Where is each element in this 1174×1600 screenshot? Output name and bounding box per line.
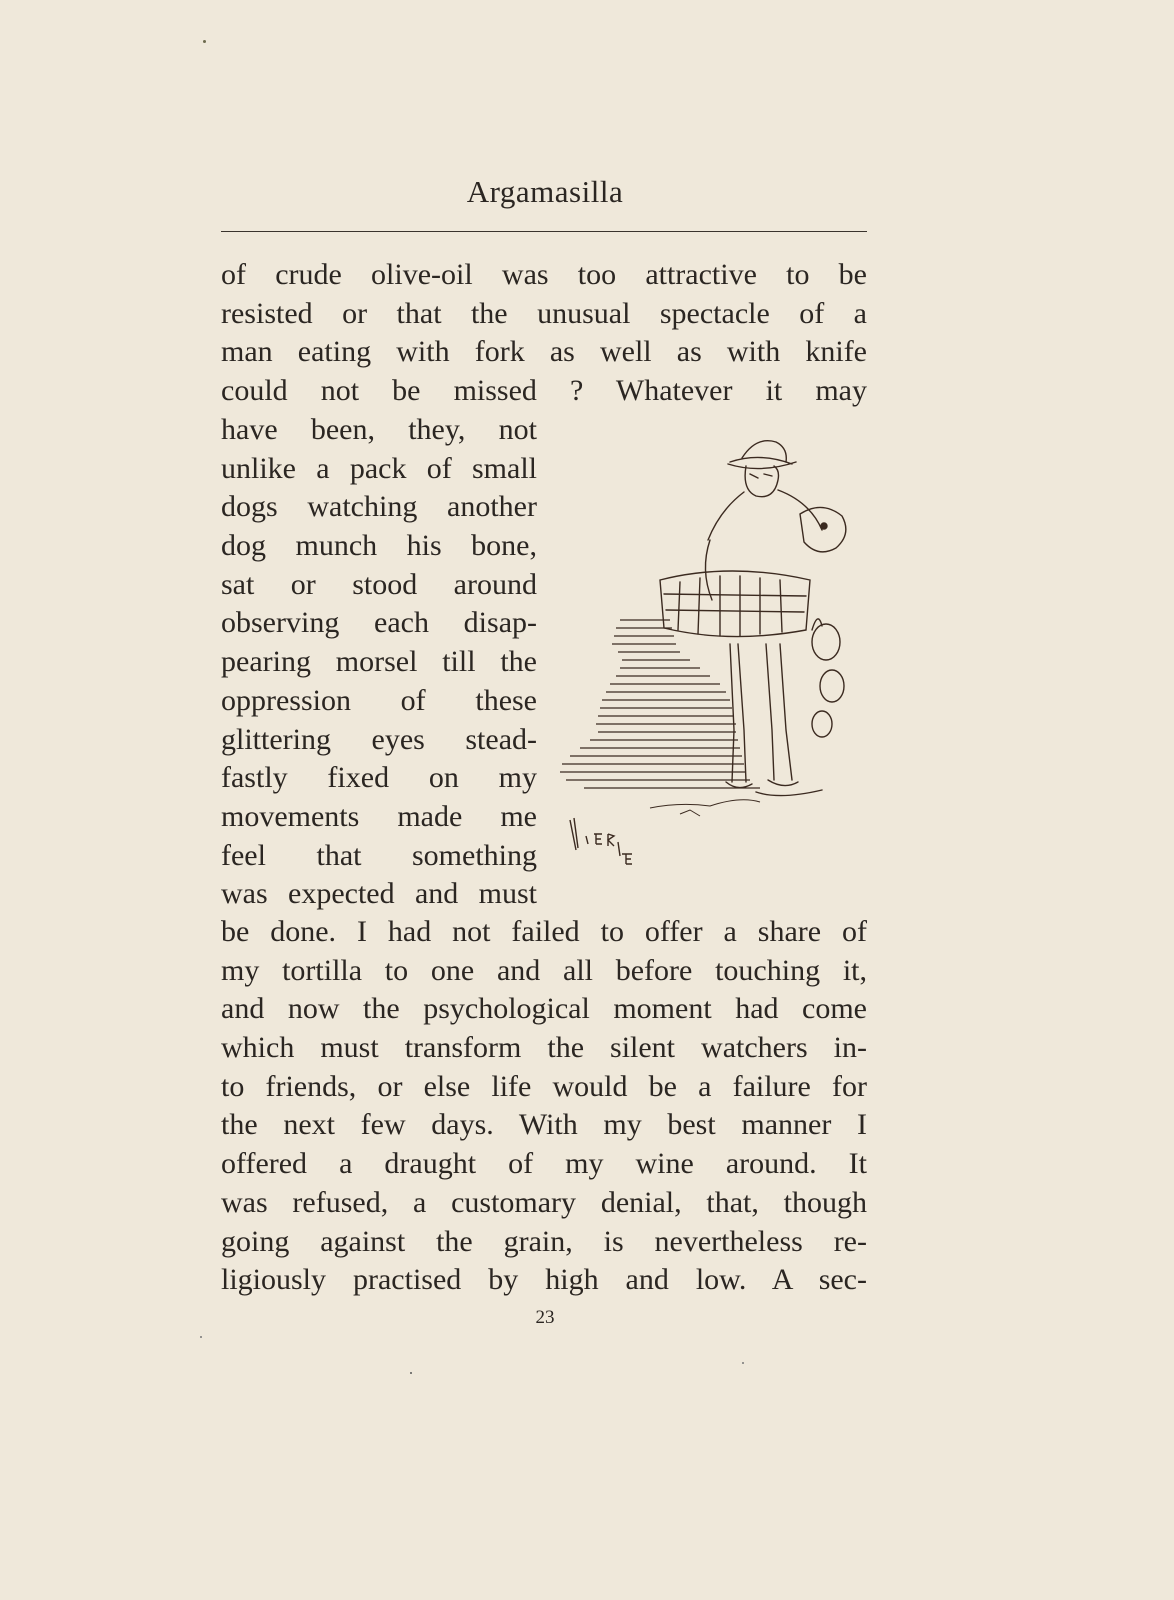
text-line: my tortilla to one and all before touching it, bbox=[221, 953, 867, 987]
man-with-basket-illustration bbox=[560, 430, 860, 900]
text-line: glittering eyes stead- bbox=[221, 722, 537, 756]
text-block-narrow bbox=[221, 411, 537, 914]
text-line: going against the grain, is nevertheless re- bbox=[221, 1224, 867, 1258]
text-line: and now the psychological moment had come bbox=[221, 992, 867, 1026]
text-line: sat or stood around bbox=[221, 567, 537, 601]
text-line: feel that something bbox=[221, 838, 537, 872]
text-line: ligiously practised by high and low. A sec- bbox=[221, 1263, 867, 1297]
text-line: could not be missed ? Whatever it may bbox=[221, 374, 867, 408]
corner-speck bbox=[203, 40, 206, 43]
text-line: of crude olive-oil was too attractive to be bbox=[221, 258, 867, 291]
text-line: fastly fixed on my bbox=[221, 761, 537, 795]
page-number: 23 bbox=[535, 1307, 555, 1328]
text-line: which must transform the silent watchers in- bbox=[221, 1031, 867, 1065]
paper-speck bbox=[410, 1372, 412, 1374]
text-line: offered a draught of my wine around. It bbox=[221, 1147, 867, 1181]
text-line: dogs watching another bbox=[221, 490, 537, 524]
text-line: man eating with fork as well as with knife bbox=[221, 335, 867, 369]
text-line: pearing morsel till the bbox=[221, 645, 537, 679]
running-title: Argamasilla bbox=[466, 174, 624, 209]
text-block-top bbox=[221, 256, 867, 411]
paper-speck bbox=[742, 1362, 744, 1364]
text-line: observing each disap- bbox=[221, 606, 537, 640]
text-line: the next few days. With my best manner I bbox=[221, 1108, 867, 1142]
artist-signature bbox=[570, 818, 632, 864]
text-line: be done. I had not failed to offer a share of bbox=[221, 915, 867, 948]
text-line: dog munch his bone, bbox=[221, 529, 537, 563]
text-line: to friends, or else life would be a failure for bbox=[221, 1069, 867, 1103]
paper-speck bbox=[200, 1336, 202, 1338]
text-line: resisted or that the unusual spectacle of a bbox=[221, 296, 867, 330]
text-line: was refused, a customary denial, that, though bbox=[221, 1185, 867, 1219]
text-line: have been, they, not bbox=[221, 413, 537, 446]
text-line: movements made me bbox=[221, 799, 537, 833]
text-block-bottom bbox=[221, 913, 867, 1300]
header-rule bbox=[221, 231, 867, 232]
text-line: oppression of these bbox=[221, 683, 537, 717]
text-line: was expected and must bbox=[221, 877, 537, 911]
text-line: unlike a pack of small bbox=[221, 451, 537, 485]
